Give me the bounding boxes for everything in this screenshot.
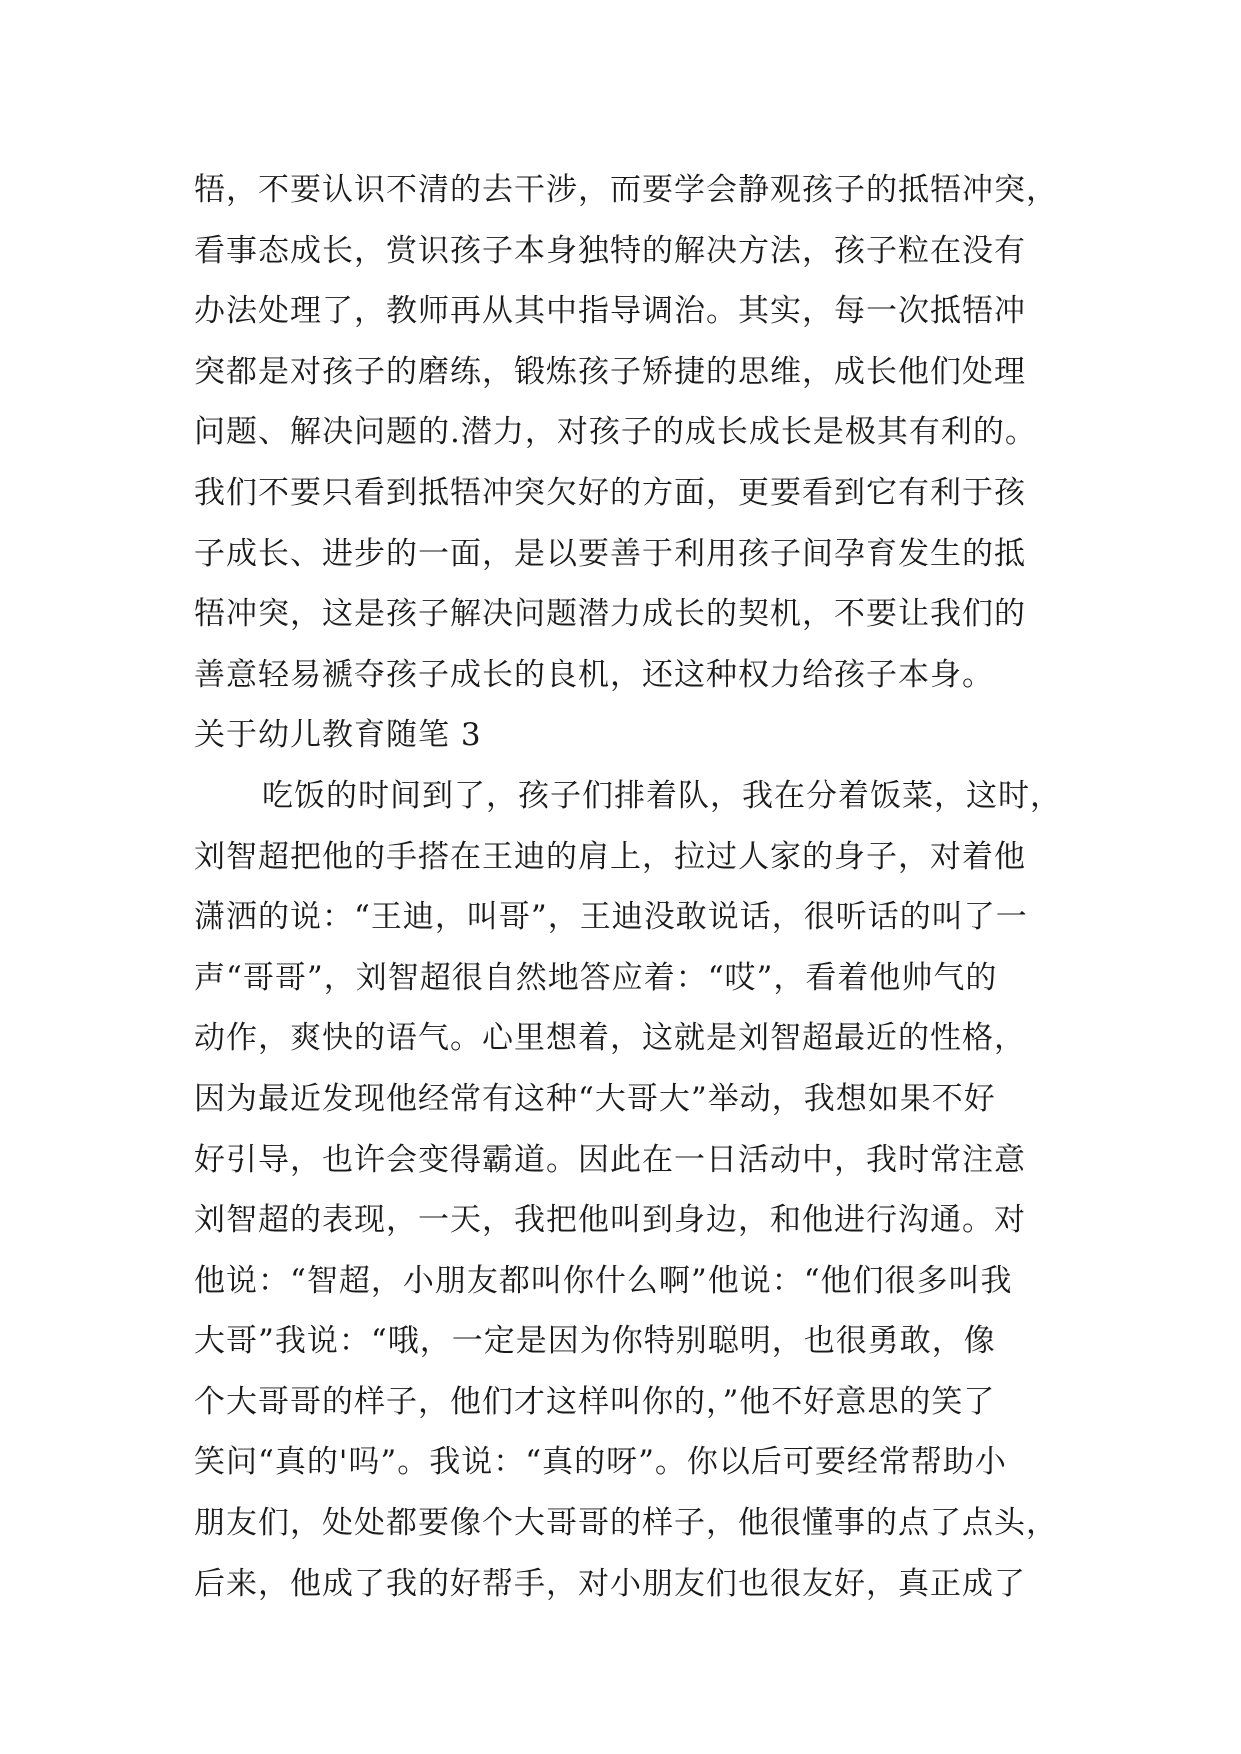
paragraph-line: 看事态成长，赏识孩子本身独特的解决方法，孩子粒在没有 bbox=[194, 232, 1026, 269]
paragraph-line: 朋友们，处处都要像个大哥哥的样子，他很懂事的点了点头， bbox=[194, 1505, 1058, 1542]
paragraph-line: 我们不要只看到抵牾冲突欠好的方面，更要看到它有利于孩 bbox=[194, 474, 1026, 511]
paragraph-line: 大哥”我说：“哦，一定是因为你特别聪明，也很勇敢，像 bbox=[194, 1323, 996, 1360]
paragraph-line: 刘智超把他的手搭在王迪的肩上，拉过人家的身子，对着他 bbox=[194, 838, 1026, 875]
paragraph-line: 突都是对孩子的磨练，锻炼孩子矫捷的思维，成长他们处理 bbox=[194, 353, 1026, 390]
paragraph-line: 办法处理了，教师再从其中指导调治。其实，每一次抵牾冲 bbox=[194, 293, 1026, 330]
paragraph-line: 子成长、进步的一面，是以要善于利用孩子间孕育发生的抵 bbox=[194, 535, 1026, 572]
paragraph-line: 问题、解决问题的.潜力，对孩子的成长成长是极其有利的。 bbox=[194, 414, 1037, 451]
paragraph-line: 善意轻易褫夺孩子成长的良机，还这种权力给孩子本身。 bbox=[194, 656, 994, 693]
paragraph-line: 声“哥哥”，刘智超很自然地答应着：“哎”，看着他帅气的 bbox=[194, 959, 998, 996]
paragraph-line: 牾冲突，这是孩子解决问题潜力成长的契机，不要让我们的 bbox=[194, 596, 1026, 633]
paragraph-line: 后来，他成了我的好帮手，对小朋友们也很友好，真正成了 bbox=[194, 1565, 1026, 1602]
paragraph-line: 因为最近发现他经常有这种“大哥大”举动，我想如果不好 bbox=[194, 1080, 996, 1117]
paragraph-line: 刘智超的表现，一天，我把他叫到身边，和他进行沟通。对 bbox=[194, 1202, 1026, 1239]
document-body bbox=[194, 160, 1074, 1614]
paragraph-line: 吃饭的时间到了，孩子们排着队，我在分着饭菜，这时， bbox=[262, 777, 1062, 814]
paragraph-line: 好引导，也许会变得霸道。因此在一日活动中，我时常注意 bbox=[194, 1141, 1026, 1178]
paragraph-line: 他说：“智超，小朋友都叫你什么啊”他说：“他们很多叫我 bbox=[194, 1262, 1013, 1299]
paragraph-line: 牾，不要认识不清的去干涉，而要学会静观孩子的抵牾冲突， bbox=[194, 172, 1058, 208]
paragraph-line: 笑问“真的'吗”。我说：“真的呀”。你以后可要经常帮助小 bbox=[194, 1444, 1007, 1481]
section-heading: 关于幼儿教育随笔 3 bbox=[194, 717, 482, 754]
paragraph-line: 动作，爽快的语气。心里想着，这就是刘智超最近的性格， bbox=[194, 1020, 1026, 1057]
paragraph-line: 潇洒的说：“王迪，叫哥”，王迪没敢说话，很听话的叫了一 bbox=[194, 899, 1028, 936]
paragraph-line: 个大哥哥的样子，他们才这样叫你的，”他不好意思的笑了 bbox=[194, 1383, 996, 1420]
